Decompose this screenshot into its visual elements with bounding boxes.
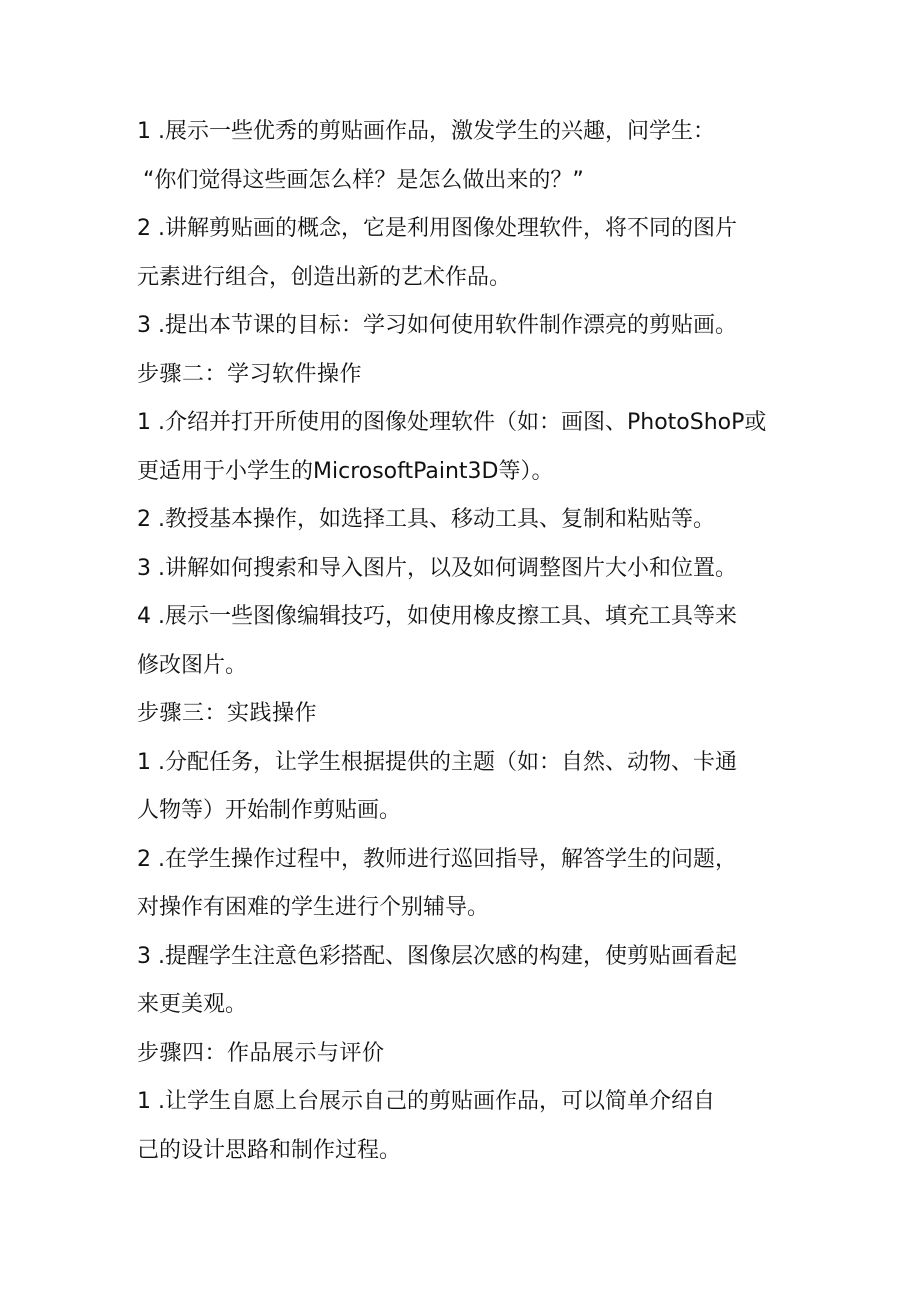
step3-item-3-line-1: 3 .提醒学生注意色彩搭配、图像层次感的构建，使剪贴画看起	[137, 943, 737, 969]
step2-item-1-line-2: 更适用于小学生的MicrosoftPaint3D等）。	[137, 458, 554, 484]
step3-item-1-line-2: 人物等）开始制作剪贴画。	[137, 798, 402, 823]
step1-item-1-line-1: 1 .展示一些优秀的剪贴画作品，激发学生的兴趣，问学生：	[137, 119, 715, 144]
step3-item-2-line-1: 2 .在学生操作过程中，教师进行巡回指导，解答学生的问题，	[137, 846, 737, 872]
document-body	[137, 108, 797, 1175]
step4-item-1-line-2: 己的设计思路和制作过程。	[137, 1137, 402, 1163]
step2-item-3: 3 .讲解如何搜索和导入图片，以及如何调整图片大小和位置。	[137, 555, 737, 581]
step3-heading: 步骤三：实践操作	[137, 701, 318, 726]
step4-item-1-line-1: 1 .让学生自愿上台展示自己的剪贴画作品，可以简单介绍自	[137, 1089, 715, 1114]
step2-item-2: 2 .教授基本操作，如选择工具、移动工具、复制和粘贴等。	[137, 507, 715, 532]
step1-item-3: 3 .提出本节课的目标：学习如何使用软件制作漂亮的剪贴画。	[137, 313, 737, 338]
step1-item-2-line-2: 元素进行组合，创造出新的艺术作品。	[137, 264, 512, 290]
step3-item-2-line-2: 对操作有困难的学生进行个别辅导。	[137, 895, 490, 920]
step2-item-4-line-2: 修改图片。	[137, 652, 248, 678]
step2-item-4-line-1: 4 .展示一些图像编辑技巧，如使用橡皮擦工具、填充工具等来	[137, 604, 737, 629]
step1-item-1-line-2: “你们觉得这些画怎么样？是怎么做出来的？”	[143, 167, 584, 193]
step2-item-1-line-1: 1 .介绍并打开所使用的图像处理软件（如：画图、PhotoShoP或	[137, 410, 767, 435]
step3-item-3-line-2: 来更美观。	[137, 992, 248, 1017]
step3-item-1-line-1: 1 .分配任务，让学生根据提供的主题（如：自然、动物、卡通	[137, 749, 737, 775]
step2-heading: 步骤二：学习软件操作	[137, 361, 363, 387]
step1-item-2-line-1: 2 .讲解剪贴画的概念，它是利用图像处理软件，将不同的图片	[137, 216, 737, 241]
step4-heading: 步骤四：作品展示与评价	[137, 1040, 385, 1066]
